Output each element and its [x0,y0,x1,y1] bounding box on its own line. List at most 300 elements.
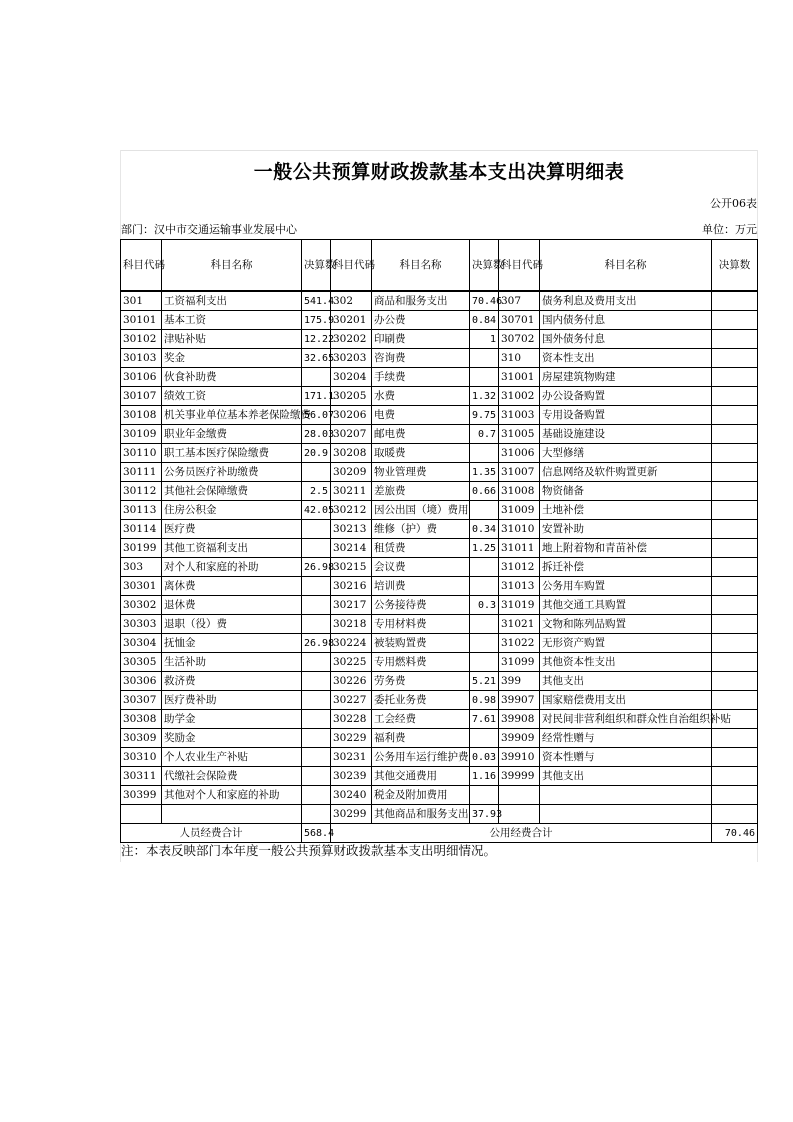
name-cell: 水费 [372,387,470,406]
code-cell: 30110 [121,444,162,463]
code-cell: 30208 [331,444,372,463]
code-cell: 31011 [499,539,540,558]
name-cell: 其他支出 [540,672,712,691]
table-row [121,748,758,767]
amount-cell: 32.65 [302,349,331,368]
amount-cell: 12.22 [302,330,331,349]
personnel-total-label: 人员经费合计 [121,824,302,843]
amount-cell [302,805,331,824]
header-code-3: 科目代码 [499,240,540,292]
code-cell: 30224 [331,634,372,653]
code-cell: 30227 [331,691,372,710]
name-cell: 物业管理费 [372,463,470,482]
amount-cell [470,368,499,387]
name-cell: 退职（役）费 [162,615,302,634]
department-label: 部门：汉中市交通运输事业发展中心 [121,223,297,236]
amount-cell [712,729,758,748]
name-cell: 工会经费 [372,710,470,729]
unit-label: 单位：万元 [702,223,757,236]
table-row [121,615,758,634]
name-cell: 资本性赠与 [540,748,712,767]
code-cell: 30228 [331,710,372,729]
amount-cell: 56.07 [302,406,331,425]
code-cell: 30231 [331,748,372,767]
header-code-2: 科目代码 [331,240,372,292]
amount-cell: 175.9 [302,311,331,330]
amount-cell [712,748,758,767]
code-cell: 30239 [331,767,372,786]
code-cell: 31012 [499,558,540,577]
code-cell: 30225 [331,653,372,672]
amount-cell [470,615,499,634]
table-header-row [121,240,758,292]
page-title: 一般公共预算财政拨款基本支出决算明细表 [253,161,625,183]
amount-cell [302,786,331,805]
table-row [121,729,758,748]
amount-cell [712,634,758,653]
amount-cell: 2.5 [302,482,331,501]
code-cell: 30212 [331,501,372,520]
code-cell: 30113 [121,501,162,520]
code-cell: 30309 [121,729,162,748]
name-cell: 拆迁补偿 [540,558,712,577]
code-cell: 30307 [121,691,162,710]
table-row [121,387,758,406]
name-cell: 电费 [372,406,470,425]
code-cell: 31005 [499,425,540,444]
code-cell: 30199 [121,539,162,558]
amount-cell: 20.9 [302,444,331,463]
amount-cell [712,501,758,520]
name-cell: 其他工资福利支出 [162,539,302,558]
header-name-3: 科目名称 [540,240,712,292]
name-cell: 助学金 [162,710,302,729]
amount-cell [302,463,331,482]
name-cell: 会议费 [372,558,470,577]
code-cell: 30207 [331,425,372,444]
amount-cell [712,444,758,463]
name-cell: 办公设备购置 [540,387,712,406]
totals-row [121,824,758,843]
amount-cell [470,653,499,672]
name-cell: 医疗费补助 [162,691,302,710]
amount-cell [712,596,758,615]
name-cell: 对个人和家庭的补助 [162,558,302,577]
code-cell: 30203 [331,349,372,368]
amount-cell: 171.1 [302,387,331,406]
name-cell: 退休费 [162,596,302,615]
name-cell: 基础设施建设 [540,425,712,444]
name-cell: 其他社会保障缴费 [162,482,302,501]
amount-cell [302,615,331,634]
code-cell: 30218 [331,615,372,634]
table-row [121,330,758,349]
table-row [121,786,758,805]
code-cell: 31002 [499,387,540,406]
amount-cell: 26.98 [302,558,331,577]
name-cell: 地上附着物和青苗补偿 [540,539,712,558]
amount-cell [712,672,758,691]
name-cell: 福利费 [372,729,470,748]
amount-cell [712,291,758,311]
name-cell: 手续费 [372,368,470,387]
table-row [121,463,758,482]
name-cell: 债务利息及费用支出 [540,291,712,311]
name-cell: 大型修缮 [540,444,712,463]
code-cell: 302 [331,291,372,311]
expenditure-table [120,239,758,843]
code-cell: 30229 [331,729,372,748]
table-row [121,520,758,539]
code-cell [499,786,540,805]
amount-cell: 37.93 [470,805,499,824]
name-cell: 奖金 [162,349,302,368]
table-row [121,710,758,729]
table-row [121,805,758,824]
code-cell: 31021 [499,615,540,634]
name-cell: 国外债务付息 [540,330,712,349]
amount-cell [302,710,331,729]
amount-cell: 0.66 [470,482,499,501]
amount-cell [302,653,331,672]
table-row [121,501,758,520]
code-cell: 30216 [331,577,372,596]
table-row [121,767,758,786]
code-cell: 30204 [331,368,372,387]
name-cell: 维修（护）费 [372,520,470,539]
header-amount-2: 决算数 [470,240,499,292]
name-cell: 其他商品和服务支出 [372,805,470,824]
name-cell: 房屋建筑物购建 [540,368,712,387]
amount-cell [712,368,758,387]
code-cell: 30308 [121,710,162,729]
name-cell: 医疗费 [162,520,302,539]
amount-cell [712,520,758,539]
table-row [121,311,758,330]
code-cell: 30301 [121,577,162,596]
code-cell: 30214 [331,539,372,558]
amount-cell [712,805,758,824]
table-row [121,291,758,311]
header-amount-1: 决算数 [302,240,331,292]
name-cell: 公务用车运行维护费 [372,748,470,767]
table-row [121,406,758,425]
header-name-2: 科目名称 [372,240,470,292]
name-cell [540,786,712,805]
amount-cell [712,767,758,786]
name-cell: 被装购置费 [372,634,470,653]
name-cell: 邮电费 [372,425,470,444]
amount-cell [712,406,758,425]
amount-cell [712,463,758,482]
name-cell: 救济费 [162,672,302,691]
table-row [121,349,758,368]
name-cell: 税金及附加费用 [372,786,470,805]
code-cell: 30213 [331,520,372,539]
name-cell: 差旅费 [372,482,470,501]
table-code-label: 公开06表 [710,197,757,210]
amount-cell [470,786,499,805]
table-row [121,539,758,558]
name-cell: 土地补偿 [540,501,712,520]
amount-cell [470,558,499,577]
amount-cell: 1.32 [470,387,499,406]
code-cell: 31007 [499,463,540,482]
name-cell: 资本性支出 [540,349,712,368]
code-cell: 30109 [121,425,162,444]
amount-cell [712,311,758,330]
code-cell: 30303 [121,615,162,634]
amount-cell [470,634,499,653]
name-cell: 住房公积金 [162,501,302,520]
amount-cell [470,729,499,748]
amount-cell [712,330,758,349]
amount-cell: 5.21 [470,672,499,691]
code-cell: 30102 [121,330,162,349]
amount-cell: 0.98 [470,691,499,710]
amount-cell [470,577,499,596]
amount-cell [712,577,758,596]
name-cell: 津贴补贴 [162,330,302,349]
header-code-1: 科目代码 [121,240,162,292]
name-cell: 因公出国（境）费用 [372,501,470,520]
name-cell: 其他交通费用 [372,767,470,786]
name-cell: 机关事业单位基本养老保险缴费 [162,406,302,425]
code-cell: 30215 [331,558,372,577]
amount-cell [712,482,758,501]
name-cell: 奖励金 [162,729,302,748]
amount-cell: 0.84 [470,311,499,330]
code-cell: 310 [499,349,540,368]
name-cell: 办公费 [372,311,470,330]
name-cell: 离休费 [162,577,302,596]
code-cell [121,805,162,824]
code-cell: 30217 [331,596,372,615]
code-cell: 30304 [121,634,162,653]
amount-cell [302,729,331,748]
code-cell: 307 [499,291,540,311]
sheet-border-top [120,150,758,151]
name-cell: 代缴社会保险费 [162,767,302,786]
code-cell: 30201 [331,311,372,330]
code-cell: 30205 [331,387,372,406]
code-cell: 30702 [499,330,540,349]
amount-cell: 1.25 [470,539,499,558]
amount-cell [712,691,758,710]
amount-cell: 70.46 [470,291,499,311]
table-row [121,444,758,463]
name-cell: 个人农业生产补贴 [162,748,302,767]
amount-cell: 541.4 [302,291,331,311]
code-cell: 30701 [499,311,540,330]
table-row [121,634,758,653]
amount-cell [470,501,499,520]
header-amount-3: 决算数 [712,240,758,292]
name-cell: 伙食补助费 [162,368,302,387]
name-cell: 物资储备 [540,482,712,501]
amount-cell [712,387,758,406]
amount-cell [302,691,331,710]
amount-cell [302,520,331,539]
table-row [121,577,758,596]
code-cell: 31006 [499,444,540,463]
code-cell: 30311 [121,767,162,786]
code-cell: 30103 [121,349,162,368]
amount-cell [302,672,331,691]
name-cell: 培训费 [372,577,470,596]
table-row [121,425,758,444]
name-cell: 信息网络及软件购置更新 [540,463,712,482]
name-cell: 商品和服务支出 [372,291,470,311]
amount-cell: 0.7 [470,425,499,444]
code-cell: 30101 [121,311,162,330]
code-cell: 30226 [331,672,372,691]
amount-cell [470,349,499,368]
amount-cell [302,767,331,786]
name-cell: 公务员医疗补助缴费 [162,463,302,482]
name-cell: 其他支出 [540,767,712,786]
table-row [121,596,758,615]
amount-cell: 9.75 [470,406,499,425]
code-cell: 30206 [331,406,372,425]
code-cell: 303 [121,558,162,577]
table-row [121,482,758,501]
code-cell: 31019 [499,596,540,615]
name-cell: 国家赔偿费用支出 [540,691,712,710]
code-cell: 30209 [331,463,372,482]
name-cell: 委托业务费 [372,691,470,710]
table-row [121,691,758,710]
code-cell: 30310 [121,748,162,767]
name-cell: 其他资本性支出 [540,653,712,672]
code-cell: 30240 [331,786,372,805]
amount-cell [712,786,758,805]
header-name-1: 科目名称 [162,240,302,292]
code-cell: 31010 [499,520,540,539]
code-cell: 30112 [121,482,162,501]
code-cell: 39910 [499,748,540,767]
code-cell: 30111 [121,463,162,482]
name-cell: 租赁费 [372,539,470,558]
code-cell: 39999 [499,767,540,786]
code-cell: 30106 [121,368,162,387]
name-cell: 国内债务付息 [540,311,712,330]
name-cell: 职工基本医疗保险缴费 [162,444,302,463]
code-cell: 301 [121,291,162,311]
table-row [121,558,758,577]
amount-cell: 26.98 [302,634,331,653]
amount-cell [302,577,331,596]
amount-cell [712,539,758,558]
amount-cell [302,539,331,558]
code-cell: 30108 [121,406,162,425]
code-cell: 30202 [331,330,372,349]
name-cell: 抚恤金 [162,634,302,653]
personnel-total-value: 568.4 [302,824,331,843]
table-row [121,368,758,387]
name-cell: 其他交通工具购置 [540,596,712,615]
code-cell: 31003 [499,406,540,425]
name-cell: 基本工资 [162,311,302,330]
code-cell: 30302 [121,596,162,615]
footnote: 注：本表反映部门本年度一般公共预算财政拨款基本支出明细情况。 [121,843,497,858]
code-cell: 31001 [499,368,540,387]
amount-cell [712,349,758,368]
amount-cell [712,653,758,672]
name-cell: 专用材料费 [372,615,470,634]
code-cell: 31009 [499,501,540,520]
amount-cell: 0.03 [470,748,499,767]
code-cell: 31099 [499,653,540,672]
name-cell: 印刷费 [372,330,470,349]
code-cell: 30211 [331,482,372,501]
amount-cell [712,425,758,444]
name-cell: 公务接待费 [372,596,470,615]
code-cell: 31013 [499,577,540,596]
amount-cell: 0.34 [470,520,499,539]
name-cell: 其他对个人和家庭的补助 [162,786,302,805]
name-cell: 公务用车购置 [540,577,712,596]
table-row [121,672,758,691]
name-cell [540,805,712,824]
table-row [121,653,758,672]
name-cell: 劳务费 [372,672,470,691]
code-cell: 30305 [121,653,162,672]
code-cell: 30299 [331,805,372,824]
name-cell: 无形资产购置 [540,634,712,653]
name-cell [162,805,302,824]
name-cell: 职业年金缴费 [162,425,302,444]
amount-cell: 7.61 [470,710,499,729]
amount-cell: 1.16 [470,767,499,786]
amount-cell [470,444,499,463]
code-cell: 39909 [499,729,540,748]
amount-cell [302,368,331,387]
name-cell: 取暖费 [372,444,470,463]
name-cell: 工资福利支出 [162,291,302,311]
table-body [121,291,758,824]
code-cell: 30114 [121,520,162,539]
amount-cell: 1 [470,330,499,349]
code-cell: 39907 [499,691,540,710]
code-cell: 31022 [499,634,540,653]
amount-cell [302,596,331,615]
code-cell: 30399 [121,786,162,805]
name-cell: 生活补助 [162,653,302,672]
name-cell: 专用设备购置 [540,406,712,425]
amount-cell: 1.35 [470,463,499,482]
name-cell: 专用燃料费 [372,653,470,672]
amount-cell: 42.05 [302,501,331,520]
public-total-value: 70.46 [712,824,758,843]
code-cell: 30107 [121,387,162,406]
name-cell: 经常性赠与 [540,729,712,748]
amount-cell: 28.03 [302,425,331,444]
name-cell: 咨询费 [372,349,470,368]
name-cell: 文物和陈列品购置 [540,615,712,634]
code-cell: 39908 [499,710,540,729]
amount-cell: 0.3 [470,596,499,615]
code-cell: 399 [499,672,540,691]
public-total-label: 公用经费合计 [331,824,712,843]
code-cell [499,805,540,824]
code-cell: 30306 [121,672,162,691]
name-cell: 安置补助 [540,520,712,539]
amount-cell [712,558,758,577]
name-cell: 对民间非营利组织和群众性自治组织补贴 [540,710,712,729]
code-cell: 31008 [499,482,540,501]
name-cell: 绩效工资 [162,387,302,406]
